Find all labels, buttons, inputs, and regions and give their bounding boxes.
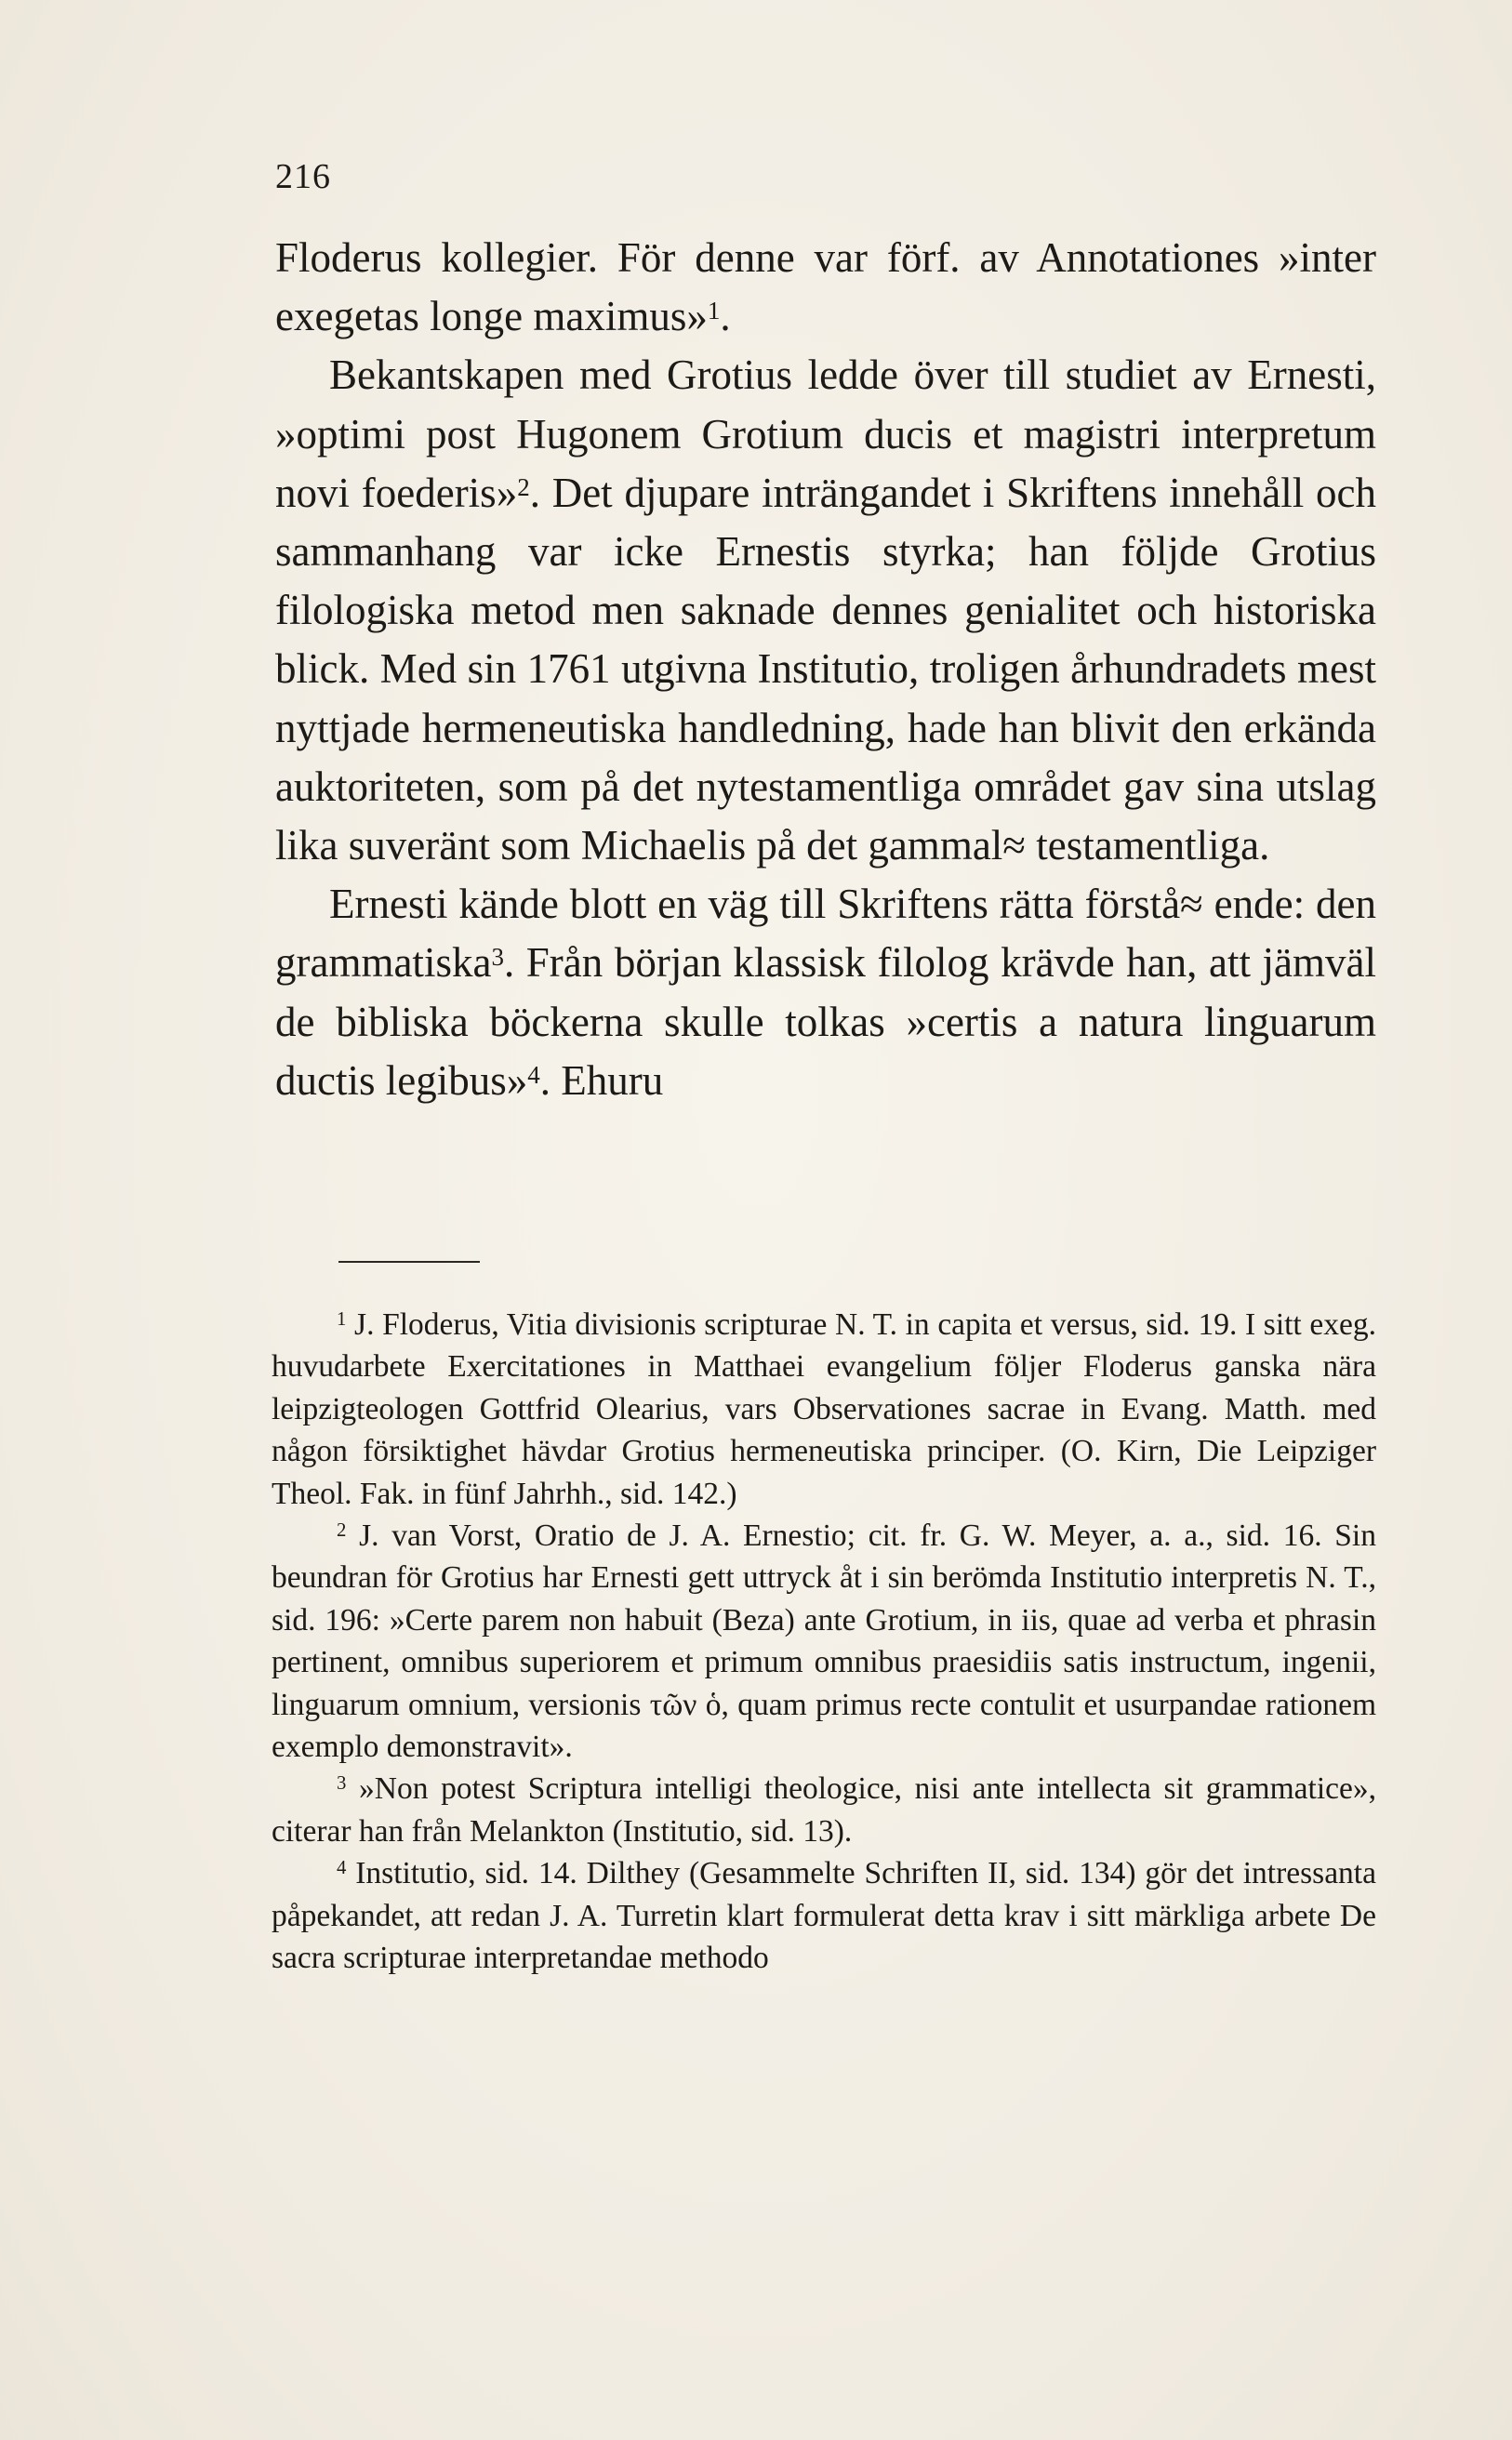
footnote-2-number: 2 [337,1518,347,1541]
paragraph-3-text-b: . Från början klassisk filolog krävde han, att jämväl de bibliska böckerna skulle tolkas »certis a natura linguarum ductis legibus» [275,939,1376,1104]
footnote-2 [272,1515,1376,1768]
footnote-4-text: Institutio, sid. 14. Dilthey (Gesammelte Schriften II, sid. 134) gör det intressanta påpekandet, att redan J. A. Turretin klart formulerat detta krav i sitt märkliga arbete De sacra scripturae interpretandae methodo [272,1856,1376,1976]
footnote-ref-1: 1 [707,297,721,325]
footnote-ref-2: 2 [517,472,530,501]
footnote-1-number: 1 [337,1307,347,1330]
paragraph-2-text-b: . Det djupare inträngandet i Skriftens innehåll och sammanhang var icke Ernestis styrka; han följde Grotius filologiska metod men saknade dennes genialitet och historiska blick. Med sin 1761 utgivna Institutio, troligen århundradets mest nyttjade hermeneutiska handledning, hade han blivit den erkända auktoriteten, som på det nytestamentliga området gav sina utslag lika suveränt som Michaelis på det gammal≈ testamentliga. [275,469,1376,869]
footnote-ref-3: 3 [491,943,504,972]
footnote-3-number: 3 [337,1772,347,1795]
footnote-4 [272,1852,1376,1979]
footnote-4-number: 4 [337,1856,347,1878]
paragraph-3 [275,875,1376,1110]
footnote-3-text: »Non potest Scriptura intelligi theologice, nisi ante intellecta sit grammatice», citerar han från Melankton (Institutio, sid. 13). [272,1771,1376,1849]
footnotes [272,1304,1376,1980]
footnote-2-text: J. van Vorst, Oratio de J. A. Ernestio; cit. fr. G. W. Meyer, a. a., sid. 16. Sin beundran för Grotius har Ernesti gett uttryck åt i sin berömda Institutio interpretis N. T., sid. 196: »Certe parem non habuit (Beza) ante Grotium, in iis, quae ad verba et phrasin pertinent, omnibus superiorem et primum omnibus praesidiis satis instructum, ingenii, linguarum omnium, versionis τῶν ὁ, quam primus recte contulit et usurpandae rationem exemplo demonstravit». [272,1518,1376,1765]
main-text [275,229,1376,1110]
footnote-ref-4: 4 [527,1060,540,1089]
paragraph-1-end: . [720,293,731,340]
footnote-1 [272,1304,1376,1515]
paragraph-3-text-c: . Ehuru [539,1056,664,1104]
footnote-3 [272,1768,1376,1852]
page-number: 216 [275,157,331,196]
paragraph-2-text-a: Bekantskapen med Grotius ledde över till studiet av Ernesti, »optimi post Hugonem Grotium ducis et magistri interpretum novi foederis» [275,351,1376,516]
paragraph-3-text-a: Ernesti kände blott en väg till Skriftens rätta förstå≈ ende: den grammatiska [275,881,1376,987]
paragraph-2 [275,346,1376,875]
footnote-divider [338,1261,480,1263]
paragraph-1 [275,229,1376,346]
footnote-1-text: J. Floderus, Vitia divisionis scripturae N. T. in capita et versus, sid. 19. I sitt exeg. huvudarbete Exercitationes in Matthaei evangelium följer Floderus ganska nära leipzigteologen Gottfrid Olearius, vars Observationes sacrae in Evang. Matth. med någon försiktighet hävdar Grotius hermeneutiska principer. (O. Kirn, Die Leipziger Theol. Fak. in fünf Jahrhh., sid. 142.) [272,1307,1376,1511]
paragraph-1-text: Floderus kollegier. För denne var förf. av Annotationes »inter exegetas longe maximus» [275,234,1376,340]
